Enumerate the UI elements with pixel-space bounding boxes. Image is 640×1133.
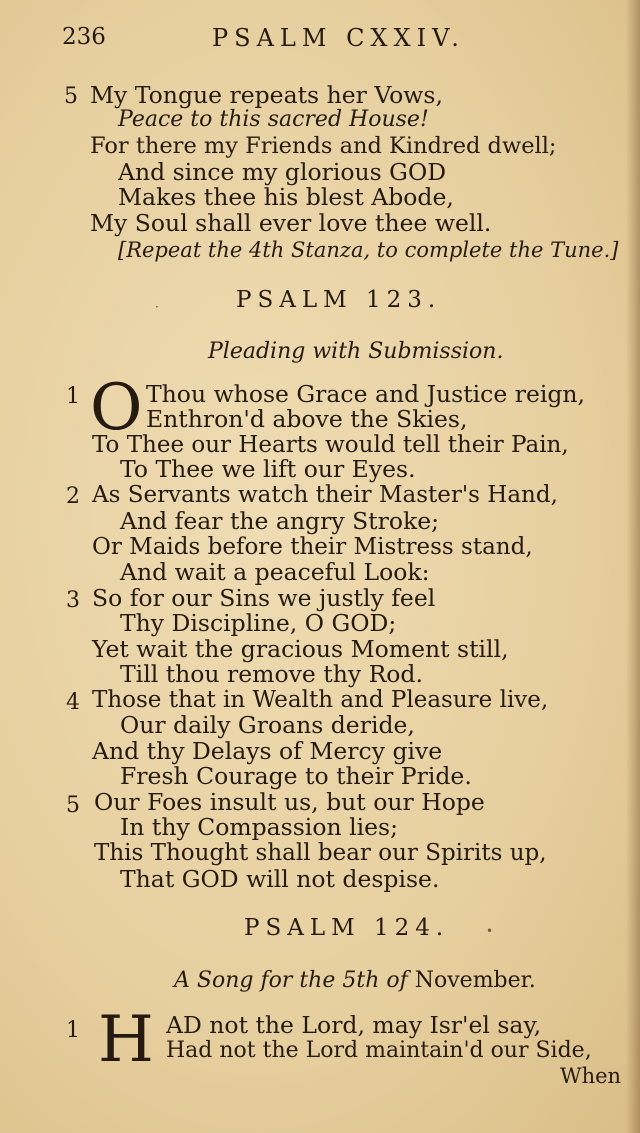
- stanza-number: 2: [66, 484, 80, 509]
- stanza-number: 3: [66, 588, 80, 613]
- stanza-number: 1: [66, 1018, 80, 1043]
- verse-line: That GOD will not despise.: [120, 865, 440, 893]
- verse-line: And thy Delays of Mercy give: [92, 737, 443, 765]
- verse-line: Our Foes insult us, but our Hope: [94, 788, 485, 816]
- verse-line: And wait a peaceful Look:: [120, 558, 430, 586]
- verse-line: Had not the Lord maintain'd our Side,: [166, 1038, 592, 1063]
- verse-line: And fear the angry Stroke;: [120, 507, 440, 535]
- verse-line: Till thou remove thy Rod.: [120, 660, 423, 688]
- verse-line: So for our Sins we justly feel: [92, 584, 436, 612]
- verse-line: As Servants watch their Master's Hand,: [92, 482, 558, 508]
- verse-line: Peace to this sacred House!: [118, 107, 429, 132]
- stanza-number: 1: [66, 384, 80, 409]
- subtitle-roman: November.: [414, 968, 536, 993]
- psalm-123-subtitle: Pleading with Submission.: [208, 339, 504, 364]
- verse-line: Those that in Wealth and Pleasure live,: [92, 687, 549, 713]
- psalm-124-subtitle: [174, 968, 536, 993]
- verse-line: For there my Friends and Kindred dwell;: [90, 133, 557, 159]
- verse-line: In thy Compassion lies;: [120, 813, 398, 841]
- subtitle-italic: A Song for the 5th of: [174, 968, 408, 993]
- drop-cap: O: [90, 371, 143, 445]
- stanza-number: 4: [66, 690, 80, 715]
- header-title: PSALM CXXIV.: [212, 24, 465, 52]
- stanza-number: 5: [64, 84, 78, 109]
- psalm-123-title: PSALM 123.: [236, 287, 442, 313]
- psalm-124-title: PSALM 124.: [244, 915, 450, 941]
- verse-line: Enthron'd above the Skies,: [146, 405, 468, 433]
- verse-line: My Tongue repeats her Vows,: [90, 81, 443, 109]
- repeat-instruction: [Repeat the 4th Stanza, to complete the Tune.]: [118, 238, 619, 262]
- verse-line: Or Maids before their Mistress stand,: [92, 534, 533, 560]
- verse-line: Our daily Groans deride,: [120, 711, 415, 739]
- page-edge-shadow: [626, 0, 640, 1133]
- page-number: 236: [62, 24, 106, 50]
- running-header: [62, 24, 622, 58]
- verse-line: Makes thee his blest Abode,: [118, 183, 454, 211]
- verse-line: This Thought shall bear our Spirits up,: [94, 840, 547, 866]
- verse-line: AD not the Lord, may Isr'el say,: [166, 1011, 542, 1039]
- verse-line: To Thee we lift our Eyes.: [120, 455, 416, 483]
- verse-line: Thy Discipline, O GOD;: [120, 609, 397, 637]
- verse-line: Yet wait the gracious Moment still,: [92, 635, 509, 663]
- ink-speck: •: [486, 924, 494, 938]
- catchword: When: [560, 1064, 622, 1088]
- stanza-number: 5: [66, 793, 80, 818]
- verse-line: To Thee our Hearts would tell their Pain,: [92, 432, 569, 458]
- ink-speck: ·: [155, 300, 159, 314]
- verse-line: And since my glorious GOD: [118, 158, 447, 186]
- drop-cap: H: [98, 1003, 154, 1077]
- verse-line: Fresh Courage to their Pride.: [120, 762, 472, 790]
- verse-line: My Soul shall ever love thee well.: [90, 209, 492, 237]
- verse-line: Thou whose Grace and Justice reign,: [146, 380, 586, 408]
